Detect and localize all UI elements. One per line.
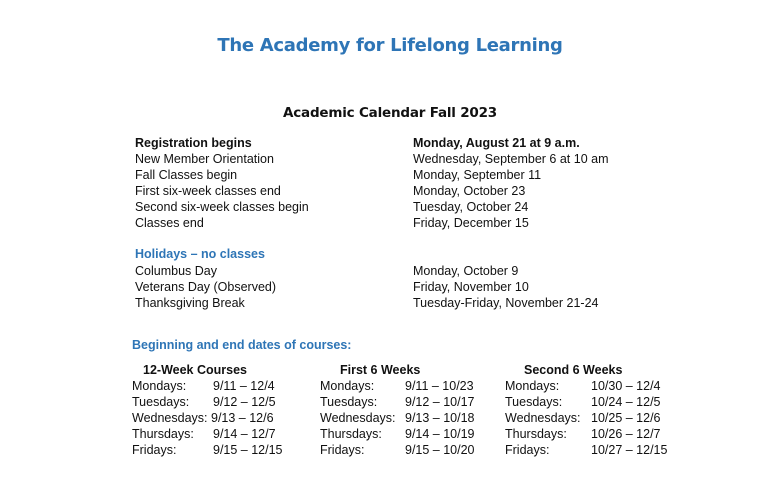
day-label: Wednesdays: (320, 411, 396, 425)
event-label-classes-end: Classes end (135, 216, 204, 230)
table-row (320, 410, 500, 426)
table-row (132, 378, 312, 394)
day-label: Fridays: (320, 443, 365, 457)
table-row (132, 394, 312, 410)
event-label-registration: Registration begins (135, 136, 252, 150)
event-label-fall-classes-begin: Fall Classes begin (135, 168, 238, 182)
table-row (320, 442, 500, 458)
table-row (320, 426, 500, 442)
day-label: Thursdays: (505, 427, 567, 441)
date-range: 9/15 – 10/20 (405, 443, 475, 457)
date-range: 9/12 – 12/5 (213, 395, 276, 409)
holiday-name-thanksgiving: Thanksgiving Break (135, 296, 245, 310)
event-label-second-six-week-begin: Second six-week classes begin (135, 200, 309, 214)
table-row (320, 394, 500, 410)
calendar-subtitle: Academic Calendar Fall 2023 (283, 105, 497, 121)
event-date-registration: Monday, August 21 at 9 a.m. (413, 136, 580, 150)
day-label: Tuesdays: (132, 395, 190, 409)
second-six-weeks-table (505, 362, 685, 458)
day-label: Thursdays: (132, 427, 194, 441)
event-date-fall-classes-begin: Monday, September 11 (413, 168, 542, 182)
table-row (132, 442, 312, 458)
table-row (505, 394, 685, 410)
table-row (132, 410, 312, 426)
event-date-orientation: Wednesday, September 6 at 10 am (413, 152, 609, 166)
course-dates-heading: Beginning and end dates of courses: (132, 338, 352, 352)
date-range: 9/11 – 12/4 (213, 379, 275, 393)
day-label: Fridays: (132, 443, 177, 457)
table-row (505, 378, 685, 394)
table-row (505, 410, 685, 426)
date-range: 9/13 – 10/18 (405, 411, 475, 425)
date-range: 9/12 – 10/17 (405, 395, 475, 409)
holiday-name-veterans: Veterans Day (Observed) (135, 280, 277, 294)
holiday-date-thanksgiving: Tuesday-Friday, November 21-24 (413, 296, 599, 310)
holiday-date-veterans: Friday, November 10 (413, 280, 529, 294)
section-title: First 6 Weeks (340, 363, 421, 377)
day-label: Fridays: (505, 443, 550, 457)
date-range: 9/11 – 10/23 (405, 379, 474, 393)
date-range: 9/14 – 12/7 (213, 427, 276, 441)
event-label-orientation: New Member Orientation (135, 152, 274, 166)
day-label: Mondays: (320, 379, 375, 393)
day-label: Mondays: (505, 379, 560, 393)
table-row (505, 426, 685, 442)
section-title: Second 6 Weeks (524, 363, 623, 377)
date-range: 9/15 – 12/15 (213, 443, 283, 457)
date-range: 10/25 – 12/6 (591, 411, 661, 425)
first-six-weeks-table (320, 362, 500, 458)
day-label: Thursdays: (320, 427, 382, 441)
holidays-heading: Holidays – no classes (135, 247, 265, 261)
day-label: Wednesdays: (132, 411, 208, 425)
section-title: 12-Week Courses (143, 363, 247, 377)
holiday-name-columbus: Columbus Day (135, 264, 217, 278)
day-label: Mondays: (132, 379, 187, 393)
event-date-first-six-week-end: Monday, October 23 (413, 184, 526, 198)
date-range: 10/30 – 12/4 (591, 379, 661, 393)
date-range: 10/24 – 12/5 (591, 395, 661, 409)
twelve-week-courses-table (132, 362, 312, 458)
document-title: The Academy for Lifelong Learning (217, 35, 563, 56)
event-date-second-six-week-begin: Tuesday, October 24 (413, 200, 529, 214)
table-row (320, 378, 500, 394)
date-range: 9/14 – 10/19 (405, 427, 475, 441)
day-label: Tuesdays: (320, 395, 378, 409)
table-row (505, 442, 685, 458)
event-label-first-six-week-end: First six-week classes end (135, 184, 281, 198)
day-label: Tuesdays: (505, 395, 563, 409)
date-range: 10/27 – 12/15 (591, 443, 668, 457)
holiday-date-columbus: Monday, October 9 (413, 264, 519, 278)
table-row (132, 426, 312, 442)
date-range: 10/26 – 12/7 (591, 427, 661, 441)
day-label: Wednesdays: (505, 411, 581, 425)
date-range: 9/13 – 12/6 (211, 411, 274, 425)
event-date-classes-end: Friday, December 15 (413, 216, 529, 230)
